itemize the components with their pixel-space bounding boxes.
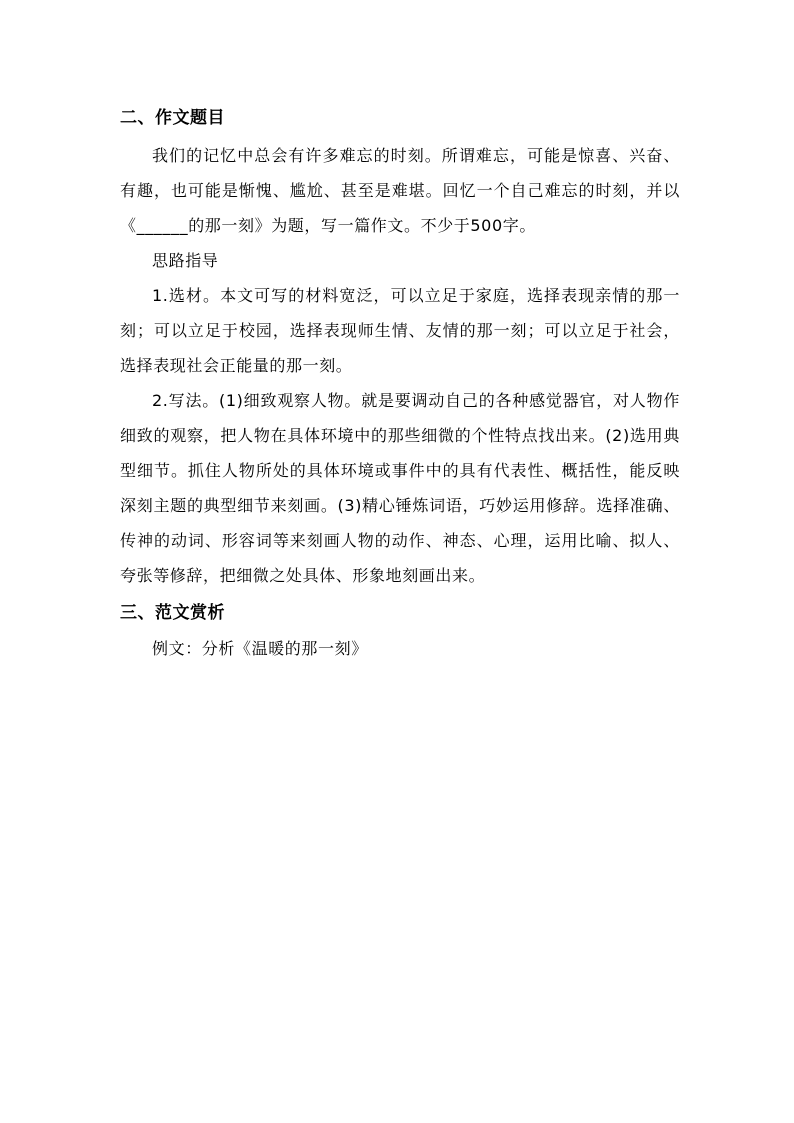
example-essay-line: 例文：分析《温暖的那一刻》	[152, 639, 368, 658]
document-body	[120, 102, 680, 666]
section-heading-model-essay: 三、范文赏析	[120, 603, 225, 623]
composition-prompt-paragraph: 我们的记忆中总会有许多难忘的时刻。所谓难忘，可能是惊喜、兴奋、有趣，也可能是惭愧、尴尬、甚至是难堪。回忆一个自己难忘的时刻，并以《______的那一刻》为题，写一篇作文。不少于500字。	[120, 146, 680, 235]
section-heading-composition-topic: 二、作文题目	[120, 108, 225, 128]
guide-title: 思路指导	[152, 251, 219, 270]
guide-point-writing-method: 2.写法。(1)细致观察人物。就是要调动自己的各种感觉器官，对人物作细致的观察，把人物在具体环境中的那些细微的个性特点找出来。(2)选用典型细节。抓住人物所处的具体环境或事件中的具有代表性、概括性，能反映深刻主题的典型细节来刻画。(3)精心锤炼词语，巧妙运用修辞。选择准确、传神的动词、形容词等来刻画人物的动作、神态、心理，运用比喻、拟人、夸张等修辞，把细微之处具体、形象地刻画出来。	[120, 391, 680, 585]
guide-point-material: 1.选材。本文可写的材料宽泛，可以立足于家庭，选择表现亲情的那一刻；可以立足于校园，选择表现师生情、友情的那一刻；可以立足于社会，选择表现社会正能量的那一刻。	[120, 286, 680, 375]
